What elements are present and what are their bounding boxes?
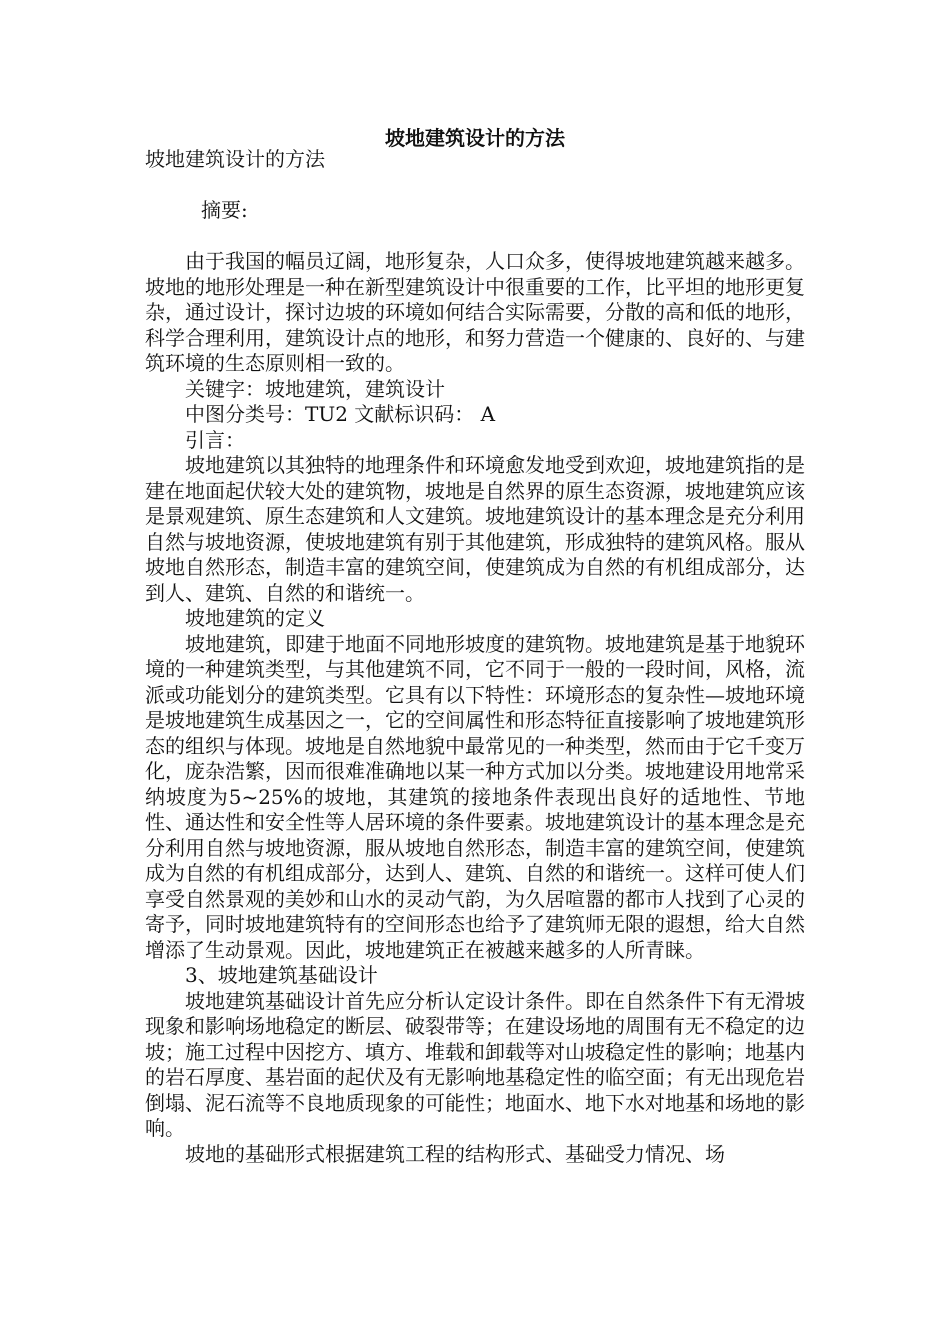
intro-label: 引言： [185, 427, 245, 452]
classification-line: 中图分类号：TU2 文献标识码： A [185, 402, 496, 426]
abstract-paragraph: 由于我国的幅员辽阔，地形复杂，人口众多，使得坡地建筑越来越多。坡地的地形处理是一种在新型建筑设计中很重要的工作，比平坦的地形更复杂，通过设计，探讨边坡的环境如何结合实际需要，分散的高和低的地形，科学合理利用，建筑设计点的地形，和努力营造一个健康的、良好的、与建筑环境的生态原则相一致的。 [145, 249, 805, 375]
abstract-label: 摘要: [201, 198, 248, 222]
document-title: 坡地建筑设计的方法 [385, 126, 565, 150]
document-body [145, 147, 805, 1167]
intro-paragraph: 坡地建筑以其独特的地理条件和环境愈发地受到欢迎，坡地建筑指的是建在地面起伏较大处的建筑物，坡地是自然界的原生态资源，坡地建筑应该是景观建筑、原生态建筑和人文建筑。坡地建筑设计的基本理念是充分利用自然与坡地资源，使坡地建筑有别于其他建筑，形成独特的建筑风格。服从坡地自然形态，制造丰富的建筑空间，使建筑成为自然的有机组成部分，达到人、建筑、自然的和谐统一。 [145, 453, 805, 605]
definition-heading: 坡地建筑的定义 [185, 606, 325, 630]
definition-paragraph: 坡地建筑，即建于地面不同地形坡度的建筑物。坡地建筑是基于地貌环境的一种建筑类型，与其他建筑不同，它不同于一般的一段时间，风格，流派或功能划分的建筑类型。它具有以下特性：环境形态的复杂性—坡地环境是坡地建筑生成基因之一，它的空间属性和形态特征直接影响了坡地建筑形态的组织与体现。坡地是自然地貌中最常见的一种类型，然而由于它千变万化，庞杂浩繁，因而很难准确地以某一种方式加以分类。坡地建设用地常采纳坡度为5~25%的坡地，其建筑的接地条件表现出良好的适地性、节地性、通达性和安全性等人居环境的条件要素。坡地建筑设计的基本理念是充分利用自然与坡地资源，服从坡地自然形态，制造丰富的建筑空间，使建筑成为自然的有机组成部分，达到人、建筑、自然的和谐统一。这样可使人们享受自然景观的美妙和山水的灵动气韵，为久居喧嚣的都市人找到了心灵的寄予，同时坡地建筑特有的空间形态也给予了建筑师无限的遐想，给大自然增添了生动景观。因此，坡地建筑正在被越来越多的人所青睐。 [145, 631, 805, 962]
document-subtitle: 坡地建筑设计的方法 [145, 147, 325, 171]
foundation-paragraph-2: 坡地的基础形式根据建筑工程的结构形式、基础受力情况、场 [185, 1141, 725, 1166]
keywords-line: 关键字：坡地建筑，建筑设计 [185, 376, 445, 401]
foundation-heading: 3、坡地建筑基础设计 [185, 963, 378, 987]
foundation-paragraph-1: 坡地建筑基础设计首先应分析认定设计条件。即在自然条件下有无滑坡现象和影响场地稳定的断层、破裂带等；在建设场地的周围有无不稳定的边坡；施工过程中因挖方、填方、堆载和卸载等对山坡稳定性的影响；地基内的岩石厚度、基岩面的起伏及有无影响地基稳定性的临空面；有无出现危岩倒塌、泥石流等不良地质现象的可能性；地面水、地下水对地基和场地的影响。 [145, 988, 805, 1140]
